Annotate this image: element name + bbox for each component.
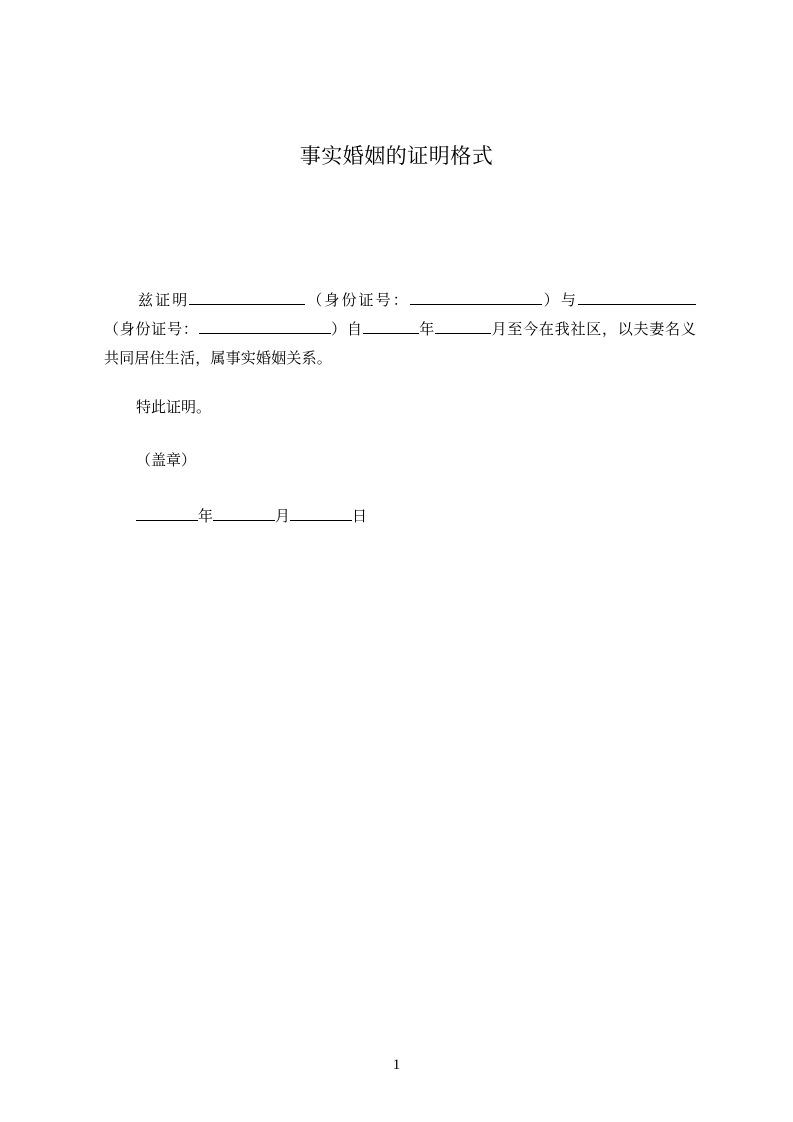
- seal-label: （盖章）: [136, 451, 197, 469]
- date-month-blank: [213, 504, 275, 521]
- id-close-one: ）与: [541, 291, 578, 309]
- person-one-name-blank: [189, 288, 305, 305]
- start-month-blank: [435, 317, 491, 334]
- id-close-two: ）自: [330, 320, 363, 338]
- date-day-blank: [290, 504, 352, 521]
- date-year-blank: [136, 504, 198, 521]
- id-label-one: （身份证号：: [305, 291, 410, 309]
- document-title: 事实婚姻的证明格式: [299, 144, 494, 168]
- certification-paragraph: [104, 286, 696, 373]
- id-label-two: （身份证号：: [104, 320, 199, 338]
- person-two-id-blank: [199, 317, 331, 334]
- date-day-label: 日: [352, 507, 368, 525]
- date-year-label: 年: [198, 507, 214, 525]
- person-one-id-blank: [410, 288, 542, 305]
- date-line: [136, 504, 367, 527]
- date-month-label: 月: [275, 507, 291, 525]
- start-year-blank: [363, 317, 419, 334]
- certify-prefix: 兹证明: [138, 291, 190, 309]
- person-two-name-blank: [578, 288, 696, 305]
- year-label: 年: [418, 320, 436, 338]
- relationship-statement: 月至今在我社区，以夫妻名义共同居住生活，属事实婚姻关系。: [104, 320, 697, 367]
- page-number: 1: [392, 1057, 401, 1073]
- closing-statement: 特此证明。: [136, 398, 212, 416]
